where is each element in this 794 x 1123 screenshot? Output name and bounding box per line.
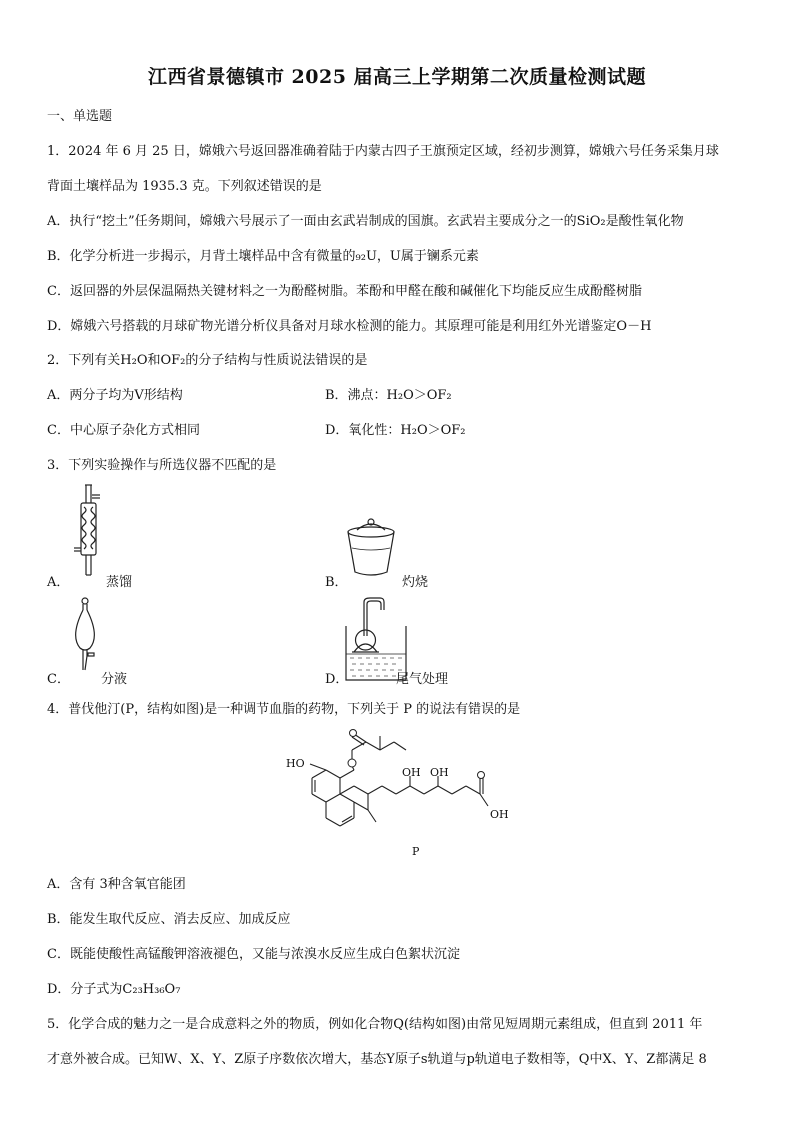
- struct-label-oh-acid: OH: [490, 808, 509, 821]
- q3-option-d-letter: D．: [325, 672, 349, 687]
- struct-label-p: P: [412, 845, 420, 858]
- q3-option-d-label: 尾气处理: [396, 672, 449, 687]
- crucible-illustration: [343, 518, 399, 578]
- q4-option-d: D．分子式为C₂₃H₃₆O₇: [47, 982, 181, 997]
- q1-option-a: A．执行“挖土”任务期间，嫦娥六号展示了一面由玄武岩制成的国旗。玄武岩主要成分之一的SiO₂是酸性氧化物: [47, 214, 684, 229]
- q5-stem-line2: 才意外被合成。已知W、X、Y、Z原子序数依次增大，基态Y原子s轨道与p轨道电子数相等，Q中X、Y、Z都满足 8: [47, 1052, 707, 1067]
- q3-stem: 3．下列实验操作与所选仪器不匹配的是: [47, 458, 277, 473]
- q4-stem: 4．普伐他汀(P，结构如图)是一种调节血脂的药物，下列关于 P 的说法有错误的是: [47, 702, 521, 717]
- q3-option-a-letter: A．: [47, 575, 70, 590]
- separatory-funnel-illustration: [68, 596, 108, 674]
- section-heading: 一、单选题: [47, 109, 113, 124]
- q2-stem: 2．下列有关H₂O和OF₂的分子结构与性质说法错误的是: [47, 353, 368, 368]
- q3-option-a-label: 蒸馏: [106, 575, 133, 590]
- page-title: 江西省景德镇市 2025 届高三上学期第二次质量检测试题: [147, 66, 647, 88]
- q1-option-d: D．嫦娥六号搭载的月球矿物光谱分析仪具备对月球水检测的能力。其原理可能是利用红外光谱鉴定O－H: [47, 319, 652, 334]
- struct-label-ho: HO: [286, 757, 305, 770]
- q1-option-c: C．返回器的外层保温隔热关键材料之一为酚醛树脂。苯酚和甲醛在酸和碱催化下均能反应生成酚醛树脂: [47, 284, 642, 299]
- condenser-illustration: [70, 483, 110, 583]
- q4-option-c: C．既能使酸性高锰酸钾溶液褪色，又能与浓溴水反应生成白色絮状沉淀: [47, 947, 460, 962]
- q2-option-a: A．两分子均为V形结构: [47, 388, 183, 403]
- q2-option-d: D．氧化性：H₂O＞OF₂: [325, 423, 466, 438]
- q2-option-b: B．沸点：H₂O＞OF₂: [325, 388, 452, 403]
- q3-option-b-label: 灼烧: [402, 575, 429, 590]
- q1-stem-line2: 背面土壤样品为 1935.3 克。下列叙述错误的是: [47, 179, 322, 194]
- q1-option-b: B．化学分析进一步揭示，月背土壤样品中含有微量的₉₂U，U属于镧系元素: [47, 249, 479, 264]
- q3-option-c-letter: C．: [47, 672, 70, 687]
- struct-label-oh-2: OH: [430, 766, 449, 779]
- q2-option-c: C．中心原子杂化方式相同: [47, 423, 200, 438]
- struct-label-oh-1: OH: [402, 766, 421, 779]
- pravastatin-structure: [280, 726, 520, 861]
- q4-option-a: A．含有 3种含氧官能团: [47, 877, 186, 892]
- q5-stem-line1: 5．化学合成的魅力之一是合成意料之外的物质，例如化合物Q(结构如图)由常见短周期元素组成，但直到 2011 年: [47, 1017, 703, 1032]
- q3-option-c-label: 分液: [101, 672, 128, 687]
- q1-stem-line1: 1．2024 年 6 月 25 日，嫦娥六号返回器准确着陆于内蒙古四子王旗预定区域，经初步测算，嫦娥六号任务采集月球: [47, 144, 719, 159]
- q4-option-b: B．能发生取代反应、消去反应、加成反应: [47, 912, 291, 927]
- q3-option-b-letter: B．: [325, 575, 348, 590]
